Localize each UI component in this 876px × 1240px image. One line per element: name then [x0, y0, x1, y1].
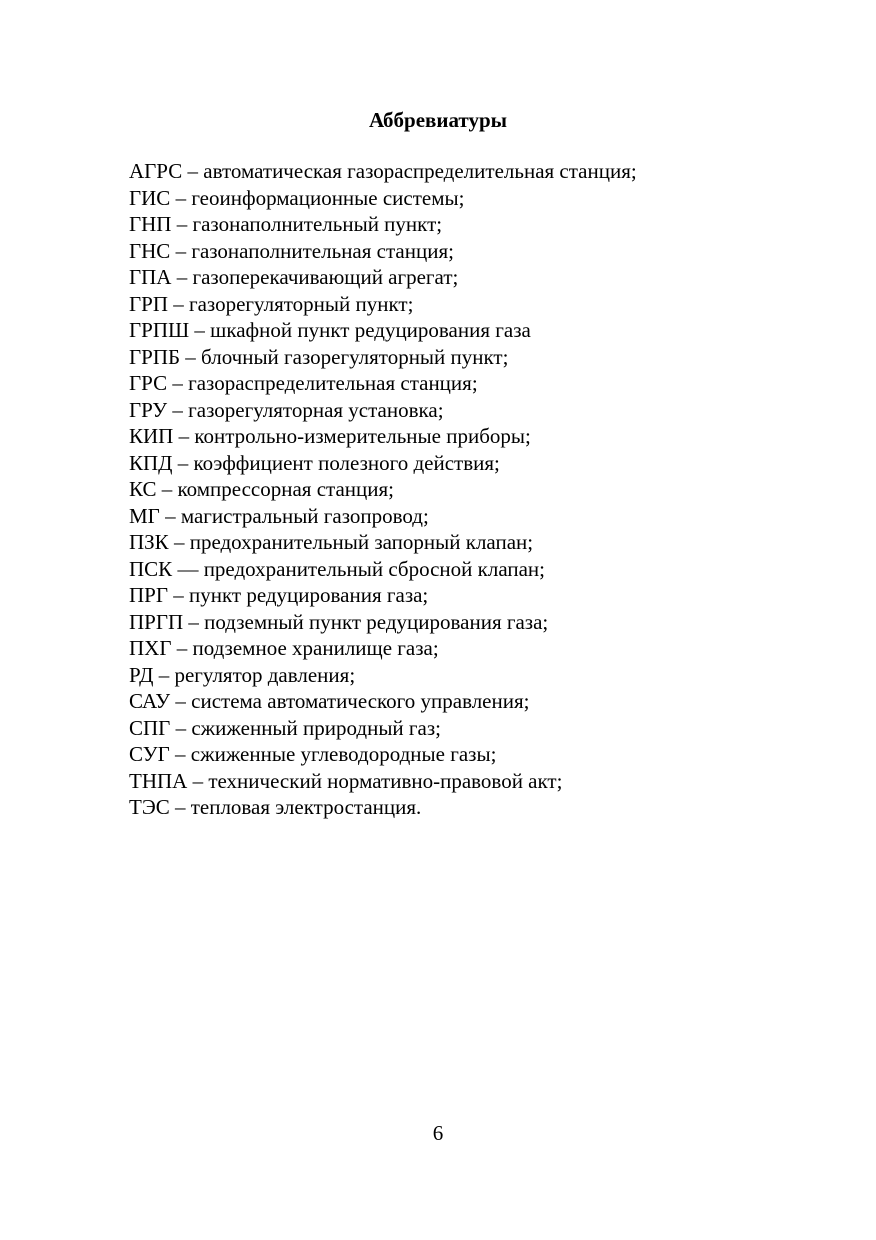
- definition: контрольно-измерительные приборы;: [194, 424, 531, 448]
- abbreviation: КПД: [129, 450, 173, 475]
- dash-separator: –: [168, 583, 189, 607]
- abbreviation: ГИС: [129, 185, 171, 210]
- dash-separator: –: [156, 477, 178, 501]
- dash-separator: –: [183, 609, 205, 634]
- dash-separator: –: [169, 742, 191, 766]
- dash-separator: –: [171, 636, 193, 660]
- dash-separator: –: [180, 344, 202, 369]
- page-title: Аббревиатуры: [368, 108, 508, 132]
- dash-separator: –: [189, 318, 211, 342]
- definition: шкафной пункт редуцирования газа: [210, 318, 531, 342]
- definition: технический нормативно-правовой акт;: [208, 768, 563, 793]
- abbreviation: ГРУ: [129, 397, 168, 422]
- abbreviation: ТНПА: [129, 768, 188, 793]
- definition: сжиженные углеводородные газы;: [190, 742, 497, 766]
- abbreviation: РД: [129, 662, 154, 687]
- abbreviation: ГРС: [129, 371, 168, 395]
- dash-separator: –: [169, 795, 191, 819]
- list-item: [129, 370, 849, 397]
- definition: предохранительный запорный клапан;: [189, 530, 534, 554]
- abbreviation: ГНС: [129, 238, 171, 263]
- abbreviation: ГРП: [129, 291, 168, 316]
- list-item: [129, 768, 849, 795]
- list-item: [129, 185, 849, 212]
- page-number: 6: [432, 1121, 444, 1145]
- definition: предохранительный сбросной клапан;: [203, 556, 546, 581]
- list-item: [129, 794, 849, 821]
- list-item: [129, 450, 849, 477]
- dash-separator: –: [171, 212, 193, 236]
- abbreviation: ГНП: [129, 212, 172, 236]
- abbreviation: САУ: [129, 689, 171, 713]
- definition: геоинформационные системы;: [191, 185, 465, 210]
- list-item: [129, 662, 849, 689]
- definition: газораспределительная станция;: [188, 371, 478, 395]
- dash-separator: –: [159, 503, 181, 528]
- definition: тепловая электростанция.: [190, 795, 422, 819]
- abbreviation: КИП: [129, 424, 174, 448]
- definition: система автоматического управления;: [191, 689, 530, 713]
- abbreviation: ТЭС: [129, 795, 170, 819]
- dash-separator: –: [168, 530, 190, 554]
- dash-separator: –: [170, 238, 192, 263]
- dash-separator: —: [172, 556, 204, 581]
- dash-separator: –: [167, 397, 189, 422]
- abbreviation: ПХГ: [129, 636, 172, 660]
- abbreviation: СУГ: [129, 742, 170, 766]
- list-item: [129, 423, 849, 450]
- abbreviation: ГРПБ: [129, 344, 181, 369]
- list-item: [129, 476, 849, 503]
- abbreviation: ПЗК: [129, 530, 169, 554]
- dash-separator: –: [167, 371, 189, 395]
- abbreviation: СПГ: [129, 715, 171, 740]
- dash-separator: –: [182, 159, 204, 183]
- abbreviation: ПРГ: [129, 583, 168, 607]
- list-item: [129, 635, 849, 662]
- list-item: [129, 503, 849, 530]
- list-item: [129, 582, 849, 609]
- definition: компрессорная станция;: [177, 477, 395, 501]
- definition: регулятор давления;: [174, 662, 356, 687]
- abbreviation: ГПА: [129, 265, 172, 289]
- dash-separator: –: [171, 265, 193, 289]
- dash-separator: –: [187, 768, 209, 793]
- list-item: [129, 238, 849, 265]
- list-item: [129, 529, 849, 556]
- dash-separator: –: [168, 291, 189, 316]
- list-item: [129, 211, 849, 238]
- abbreviation: ГРПШ: [129, 318, 190, 342]
- definition: блочный газорегуляторный пункт;: [201, 344, 509, 369]
- abbreviation: ПСК: [129, 556, 173, 581]
- list-item: [129, 158, 849, 185]
- dash-separator: –: [170, 689, 192, 713]
- dash-separator: –: [172, 450, 194, 475]
- list-item: [129, 397, 849, 424]
- list-item: [129, 741, 849, 768]
- dash-separator: –: [170, 715, 192, 740]
- list-item: [129, 688, 849, 715]
- list-item: [129, 344, 849, 371]
- definition: газонаполнительная станция;: [191, 238, 454, 263]
- definition: магистральный газопровод;: [180, 503, 429, 528]
- list-item: [129, 291, 849, 318]
- definition: коэффициент полезного действия;: [193, 450, 500, 475]
- list-item: [129, 609, 849, 636]
- list-item: [129, 317, 849, 344]
- definition: газорегуляторный пункт;: [189, 291, 414, 316]
- dash-separator: –: [170, 185, 192, 210]
- abbreviation: КС: [129, 477, 157, 501]
- dash-separator: –: [173, 424, 195, 448]
- definition: автоматическая газораспределительная станция;: [203, 159, 637, 183]
- dash-separator: –: [153, 662, 175, 687]
- definition: газоперекачивающий агрегат;: [192, 265, 459, 289]
- definition: подземное хранилище газа;: [192, 636, 439, 660]
- definition: газорегуляторная установка;: [188, 397, 444, 422]
- abbreviation-list: [129, 158, 849, 821]
- definition: подземный пункт редуцирования газа;: [204, 609, 549, 634]
- definition: газонаполнительный пункт;: [192, 212, 443, 236]
- definition: пункт редуцирования газа;: [189, 583, 429, 607]
- abbreviation: ПРГП: [129, 609, 184, 634]
- abbreviation: АГРС: [129, 159, 183, 183]
- abbreviation: МГ: [129, 503, 160, 528]
- list-item: [129, 556, 849, 583]
- list-item: [129, 715, 849, 742]
- definition: сжиженный природный газ;: [191, 715, 441, 740]
- list-item: [129, 264, 849, 291]
